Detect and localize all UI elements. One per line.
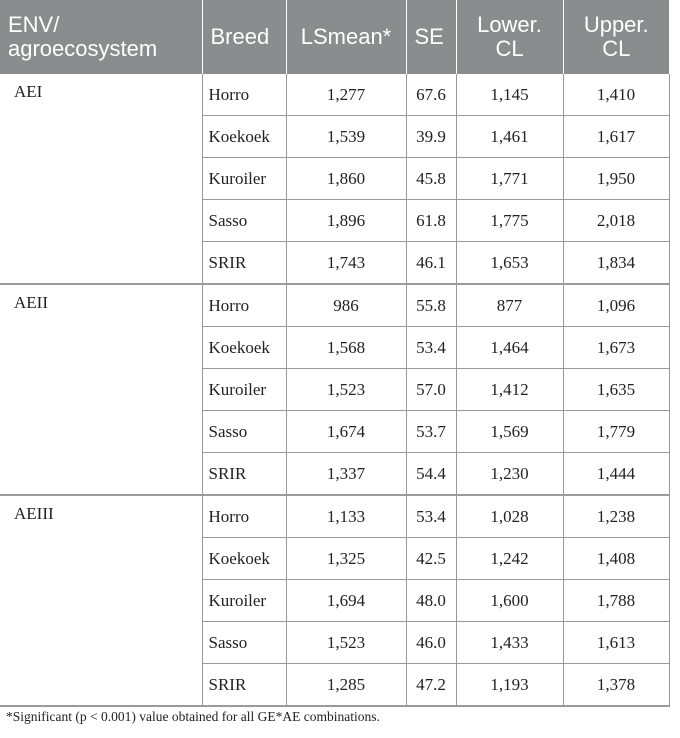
lower-cl-cell: 1,145 xyxy=(456,74,563,116)
breed-cell: SRIR xyxy=(202,453,286,496)
upper-cl-cell: 1,408 xyxy=(563,538,669,580)
header-row xyxy=(0,0,669,74)
lsmean-cell: 1,860 xyxy=(286,158,406,200)
upper-cl-cell: 1,673 xyxy=(563,327,669,369)
lower-cl-cell: 1,193 xyxy=(456,664,563,707)
breed-cell: SRIR xyxy=(202,242,286,285)
se-cell: 61.8 xyxy=(406,200,456,242)
header-env: ENV/ agroecosystem xyxy=(0,0,202,74)
lsmean-cell: 1,896 xyxy=(286,200,406,242)
header-se: SE xyxy=(406,0,456,74)
lsmean-cell: 1,523 xyxy=(286,369,406,411)
lower-cl-cell: 1,464 xyxy=(456,327,563,369)
lower-cl-cell: 877 xyxy=(456,284,563,327)
se-cell: 48.0 xyxy=(406,580,456,622)
se-cell: 53.4 xyxy=(406,327,456,369)
lower-cl-cell: 1,412 xyxy=(456,369,563,411)
lsmean-cell: 1,743 xyxy=(286,242,406,285)
lower-cl-cell: 1,600 xyxy=(456,580,563,622)
table-row xyxy=(0,74,669,116)
upper-cl-cell: 2,018 xyxy=(563,200,669,242)
lsmean-cell: 1,133 xyxy=(286,495,406,538)
lsmean-cell: 1,325 xyxy=(286,538,406,580)
upper-cl-cell: 1,238 xyxy=(563,495,669,538)
se-cell: 53.4 xyxy=(406,495,456,538)
se-cell: 46.1 xyxy=(406,242,456,285)
lsmean-cell: 1,568 xyxy=(286,327,406,369)
breed-cell: Koekoek xyxy=(202,538,286,580)
breed-cell: Kuroiler xyxy=(202,580,286,622)
footnote: *Significant (p < 0.001) value obtained for all GE*AE combinations. xyxy=(6,709,380,724)
se-cell: 46.0 xyxy=(406,622,456,664)
se-cell: 54.4 xyxy=(406,453,456,496)
header-upper-cl: Upper. CL xyxy=(563,0,669,74)
lsmean-cell: 1,539 xyxy=(286,116,406,158)
lower-cl-cell: 1,230 xyxy=(456,453,563,496)
se-cell: 53.7 xyxy=(406,411,456,453)
lsmean-cell: 1,523 xyxy=(286,622,406,664)
lower-cl-cell: 1,653 xyxy=(456,242,563,285)
upper-cl-cell: 1,834 xyxy=(563,242,669,285)
breed-cell: Horro xyxy=(202,74,286,116)
upper-cl-cell: 1,613 xyxy=(563,622,669,664)
breed-cell: Koekoek xyxy=(202,116,286,158)
upper-cl-cell: 1,096 xyxy=(563,284,669,327)
upper-cl-cell: 1,635 xyxy=(563,369,669,411)
upper-cl-cell: 1,779 xyxy=(563,411,669,453)
header-lower-cl: Lower. CL xyxy=(456,0,563,74)
env-cell: AEIII xyxy=(0,495,202,706)
breed-cell: Kuroiler xyxy=(202,369,286,411)
breed-cell: Sasso xyxy=(202,622,286,664)
se-cell: 42.5 xyxy=(406,538,456,580)
lsmean-cell: 1,337 xyxy=(286,453,406,496)
lsmean-cell: 1,285 xyxy=(286,664,406,707)
lower-cl-cell: 1,433 xyxy=(456,622,563,664)
se-cell: 57.0 xyxy=(406,369,456,411)
table-body xyxy=(0,74,669,706)
lower-cl-cell: 1,771 xyxy=(456,158,563,200)
lsmean-cell: 1,277 xyxy=(286,74,406,116)
se-cell: 45.8 xyxy=(406,158,456,200)
lsmean-cell: 1,694 xyxy=(286,580,406,622)
se-cell: 67.6 xyxy=(406,74,456,116)
breed-cell: Sasso xyxy=(202,200,286,242)
env-cell: AEII xyxy=(0,284,202,495)
lsmean-cell: 1,674 xyxy=(286,411,406,453)
breed-cell: SRIR xyxy=(202,664,286,707)
lower-cl-cell: 1,569 xyxy=(456,411,563,453)
table-row xyxy=(0,284,669,327)
se-cell: 55.8 xyxy=(406,284,456,327)
lower-cl-cell: 1,028 xyxy=(456,495,563,538)
breed-cell: Koekoek xyxy=(202,327,286,369)
upper-cl-cell: 1,410 xyxy=(563,74,669,116)
lower-cl-cell: 1,775 xyxy=(456,200,563,242)
breed-cell: Horro xyxy=(202,495,286,538)
lower-cl-cell: 1,461 xyxy=(456,116,563,158)
se-cell: 39.9 xyxy=(406,116,456,158)
upper-cl-cell: 1,378 xyxy=(563,664,669,707)
upper-cl-cell: 1,788 xyxy=(563,580,669,622)
lsmean-cell: 986 xyxy=(286,284,406,327)
header-lsmean: LSmean* xyxy=(286,0,406,74)
upper-cl-cell: 1,617 xyxy=(563,116,669,158)
upper-cl-cell: 1,444 xyxy=(563,453,669,496)
header-breed: Breed xyxy=(202,0,286,74)
breed-cell: Sasso xyxy=(202,411,286,453)
lower-cl-cell: 1,242 xyxy=(456,538,563,580)
env-cell: AEI xyxy=(0,74,202,284)
table-row xyxy=(0,495,669,538)
breed-cell: Kuroiler xyxy=(202,158,286,200)
se-cell: 47.2 xyxy=(406,664,456,707)
upper-cl-cell: 1,950 xyxy=(563,158,669,200)
breed-cell: Horro xyxy=(202,284,286,327)
